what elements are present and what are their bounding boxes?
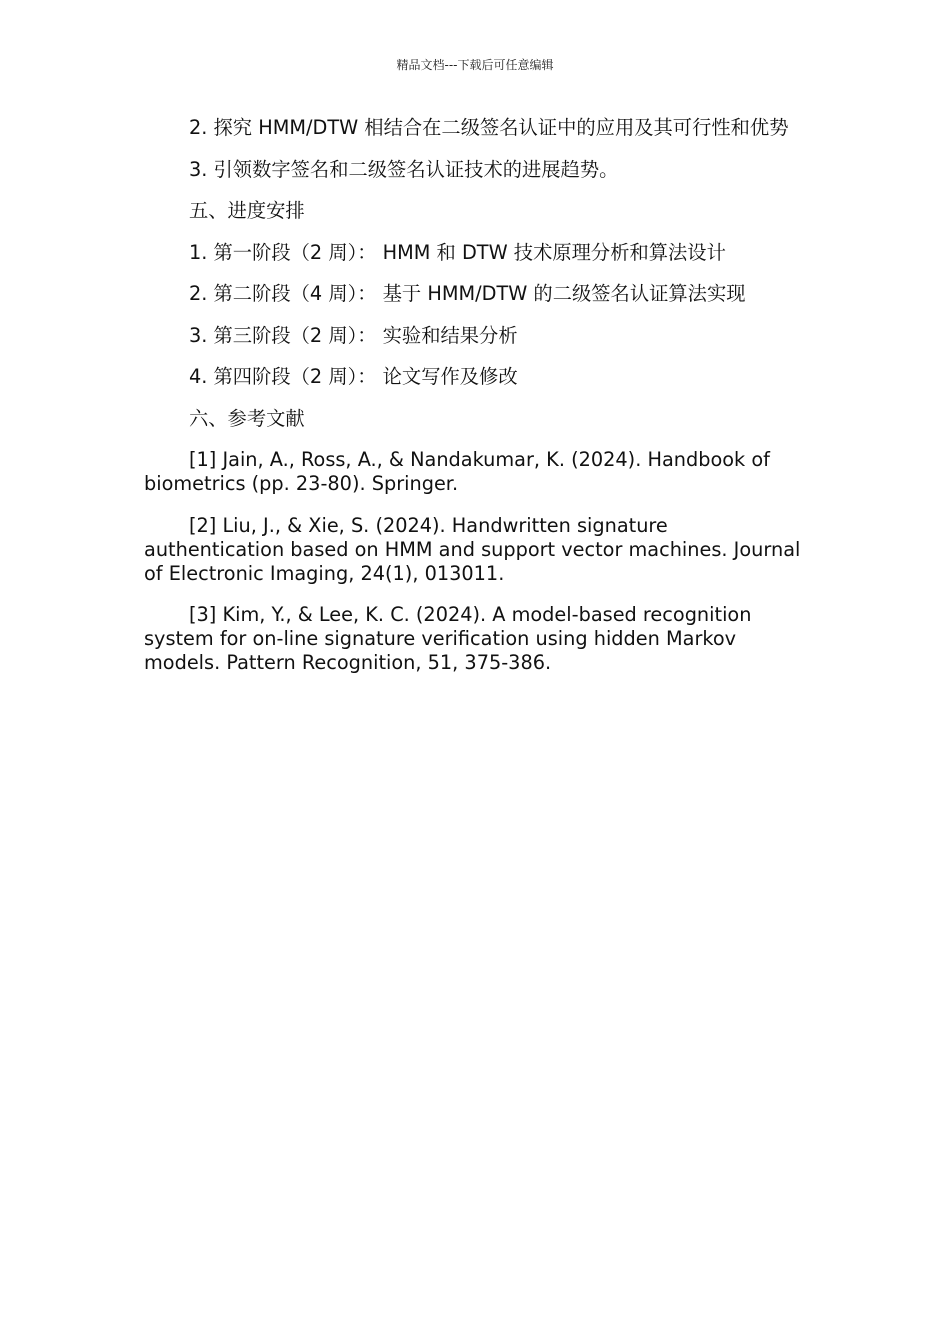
page-header: 精品文档---下载后可任意编辑 <box>396 58 554 72</box>
document-body <box>144 116 804 693</box>
section-heading-schedule: 五、进度安排 <box>189 199 305 222</box>
schedule-phase-3: 3. 第三阶段（2 周）： 实验和结果分析 <box>189 323 518 347</box>
section-heading-references: 六、参考文献 <box>189 406 305 430</box>
schedule-phase-1: 1. 第一阶段（2 周）： HMM 和 DTW 技术原理分析和算法设计 <box>189 240 726 264</box>
research-goal-3: 3. 引领数字签名和二级签名认证技术的进展趋势。 <box>189 157 619 181</box>
reference-1: [1] Jain, A., Ross, A., & Nandakumar, K. (2024). Handbook of biometrics (pp. 23-80). Springer. <box>144 448 770 495</box>
reference-2: [2] Liu, J., & Xie, S. (2024). Handwritten signature authentication based on HMM and support vector machines. Journal of Electronic Imaging, 24(1), 013011. <box>144 513 801 585</box>
reference-3: [3] Kim, Y., & Lee, K. C. (2024). A model-based recognition system for on-line signature verification using hidden Markov models. Pattern Recognition, 51, 375-386. <box>144 603 752 674</box>
schedule-phase-2: 2. 第二阶段（4 周）： 基于 HMM/DTW 的二级签名认证算法实现 <box>189 282 746 305</box>
research-goal-2: 2. 探究 HMM/DTW 相结合在二级签名认证中的应用及其可行性和优势 <box>189 116 789 139</box>
schedule-phase-4: 4. 第四阶段（2 周）： 论文写作及修改 <box>189 365 518 388</box>
